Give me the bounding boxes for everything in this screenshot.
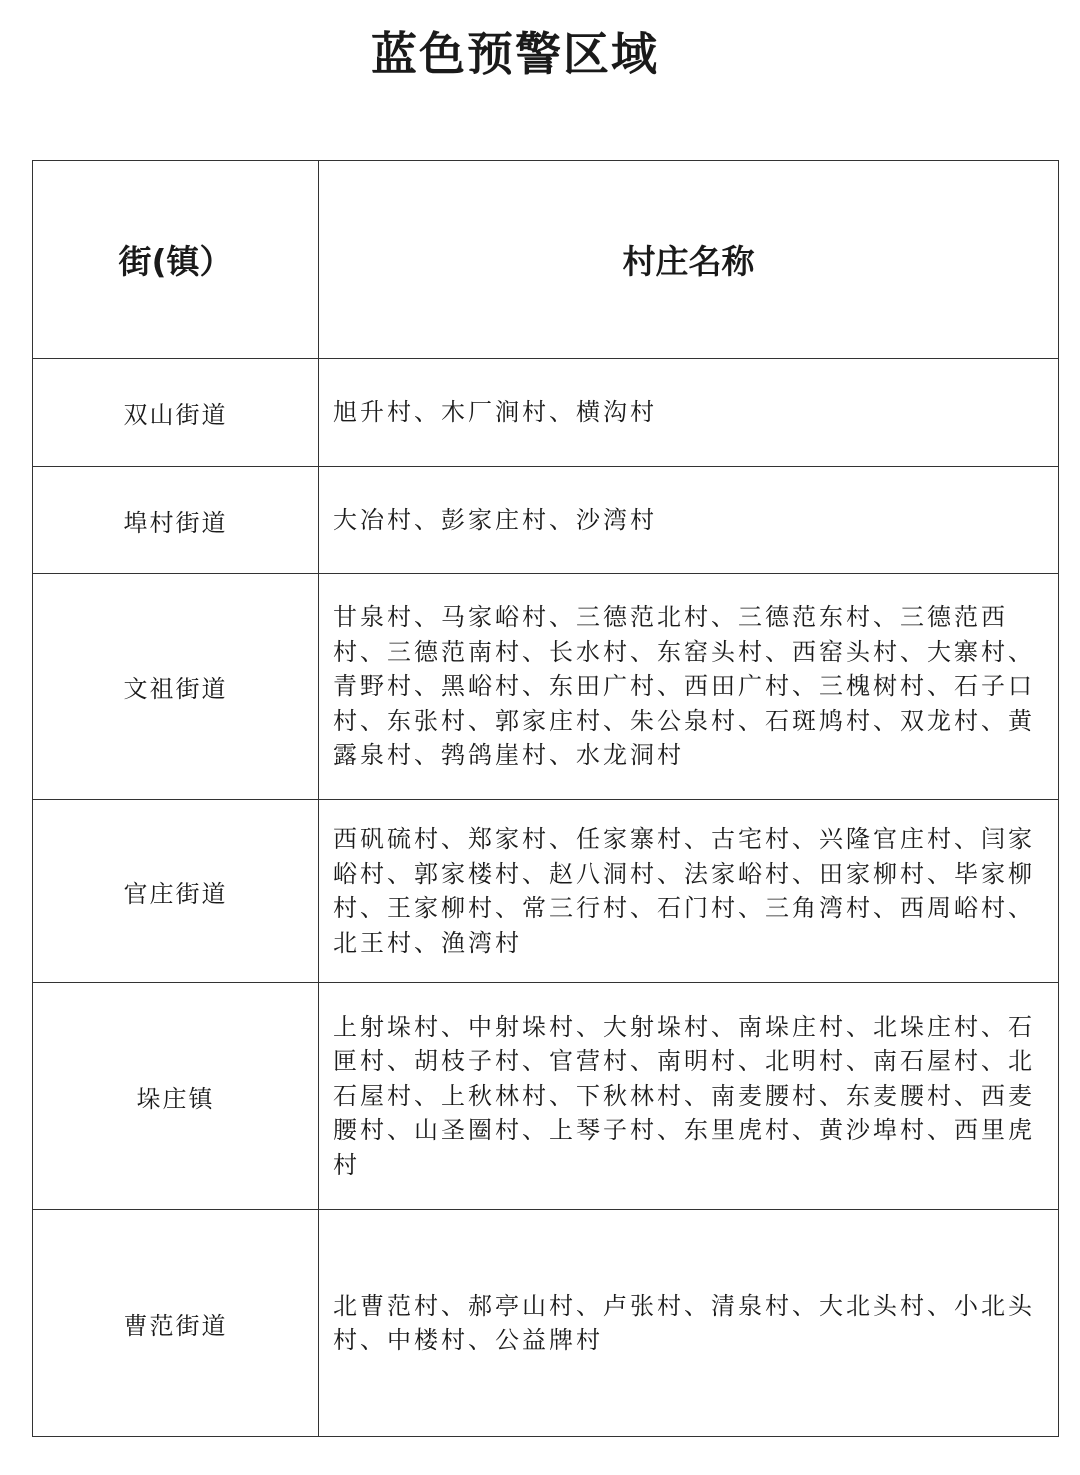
village-list: 西矾硫村、郑家村、任家寨村、古宅村、兴隆官庄村、闫家峪村、郭家楼村、赵八洞村、法家峪村、田家柳村、毕家柳村、王家柳村、常三行村、石门村、三角湾村、西周峪村、北王村、渔湾村 xyxy=(319,800,1059,983)
street-name: 埠村街道 xyxy=(33,467,319,574)
street-name: 双山街道 xyxy=(33,359,319,467)
table-row xyxy=(33,800,1059,983)
table-row xyxy=(33,359,1059,467)
table-row xyxy=(33,983,1059,1210)
header-street: 街(镇） xyxy=(33,161,319,359)
table-row xyxy=(33,574,1059,800)
street-name: 曹范街道 xyxy=(33,1210,319,1437)
village-list: 北曹范村、郝亭山村、卢张村、清泉村、大北头村、小北头村、中楼村、公益牌村 xyxy=(319,1210,1059,1437)
village-list: 甘泉村、马家峪村、三德范北村、三德范东村、三德范西村、三德范南村、长水村、东窑头村、西窑头村、大寨村、青野村、黑峪村、东田广村、西田广村、三槐树村、石子口村、东张村、郭家庄村、朱公泉村、石斑鸠村、双龙村、黄露泉村、鹁鸽崖村、水龙洞村 xyxy=(319,574,1059,800)
table-header-row xyxy=(33,161,1059,359)
header-villages: 村庄名称 xyxy=(319,161,1059,359)
table-row xyxy=(33,1210,1059,1437)
street-name: 官庄街道 xyxy=(33,800,319,983)
village-list: 上射垛村、中射垛村、大射垛村、南垛庄村、北垛庄村、石匣村、胡枝子村、官营村、南明村、北明村、南石屋村、北石屋村、上秋林村、下秋林村、南麦腰村、东麦腰村、西麦腰村、山圣圈村、上琴子村、东里虎村、黄沙埠村、西里虎村 xyxy=(319,983,1059,1210)
village-list: 大冶村、彭家庄村、沙湾村 xyxy=(319,467,1059,574)
village-list: 旭升村、木厂涧村、横沟村 xyxy=(319,359,1059,467)
street-name: 文祖街道 xyxy=(33,574,319,800)
warning-zone-table xyxy=(32,160,1059,1437)
street-name: 垛庄镇 xyxy=(33,983,319,1210)
page-title: 蓝色预警区域 xyxy=(371,27,659,81)
table-row xyxy=(33,467,1059,574)
